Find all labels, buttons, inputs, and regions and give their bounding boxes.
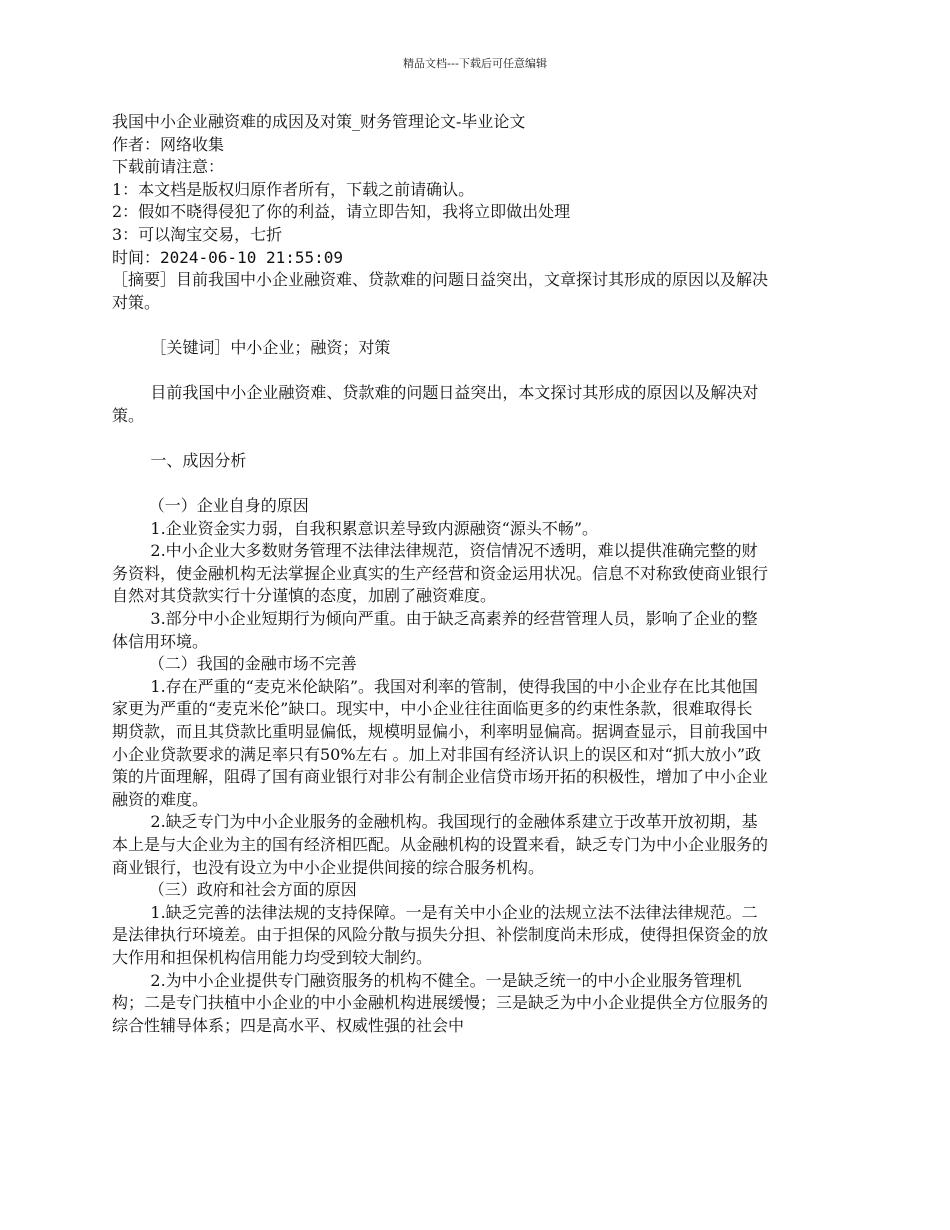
page-header: 精品文档---下载后可任意编辑 bbox=[403, 57, 547, 70]
notice-item-1: 1：本文档是版权归原作者所有，下载之前请确认。 bbox=[112, 179, 475, 199]
document-title: 我国中小企业融资难的成因及对策_财务管理论文-毕业论文 bbox=[112, 112, 526, 131]
paragraph-2-2: 2.缺乏专门为中小企业服务的金融机构。我国现行的金融体系建立于改革开放初期，基本上是与大企业为主的国有经济相匹配。从金融机构的设置来看，缺乏专门为中小企业服务的商业银行，也没有设立为中小企业提供间接的综合服务机构。 bbox=[112, 812, 769, 877]
paragraph-3-1: 1.缺乏完善的法律法规的支持保障。一是有关中小企业的法规立法不法律法律规范。二是法律执行环境差。由于担保的风险分散与损失分担、补偿制度尚未形成，使得担保资金的放大作用和担保机构信用能力均受到较大制约。 bbox=[112, 902, 769, 967]
section-heading: 一、成因分析 bbox=[150, 450, 247, 470]
paragraph-2-1: 1.存在严重的“麦克米伦缺陷”。我国对利率的管制，使得我国的中小企业存在比其他国家更为严重的“麦克米伦”缺口。现实中，中小企业往往面临更多的约束性条款，很难取得长期贷款，而且其贷款比重明显偏低，规模明显偏小，利率明显偏高。据调查显示，目前我国中小企业贷款要求的满足率只有50%左右 。加上对非国有经济认识上的误区和对“抓大放小”政策的片面理解，阻碍了国有商业银行对非公有制企业信贷市场开拓的积极性，增加了中小企业融资的难度。 bbox=[112, 676, 769, 809]
paragraph-3-2: 2.为中小企业提供专门融资服务的机构不健全。一是缺乏统一的中小企业服务管理机构；二是专门扶植中小企业的中小金融机构进展缓慢；三是缺乏为中小企业提供全方位服务的综合性辅导体系；四是高水平、权威性强的社会中 bbox=[112, 970, 769, 1035]
subsection-heading-2: （二）我国的金融市场不完善 bbox=[148, 654, 357, 674]
notice-item-2: 2：假如不晓得侵犯了你的利益，请立即告知，我将立即做出处理 bbox=[112, 202, 571, 222]
subsection-heading-1: （一）企业自身的原因 bbox=[148, 496, 309, 516]
intro-paragraph: 目前我国中小企业融资难、贷款难的问题日益突出，本文探讨其形成的原因以及解决对策。 bbox=[112, 383, 759, 425]
author-line: 作者：网络收集 bbox=[112, 134, 225, 154]
time-line: 时间：2024-06-10 21:55:09 bbox=[112, 247, 344, 267]
document-body bbox=[112, 111, 768, 1037]
paragraph-1-2: 2.中小企业大多数财务管理不法律法律规范，资信情况不透明，难以提供准确完整的财务资料，使金融机构无法掌握企业真实的生产经营和资金运用状况。信息不对称致使商业银行自然对其贷款实行十分谨慎的态度，加剧了融资难度。 bbox=[112, 541, 769, 606]
keywords: ［关键词］中小企业；融资；对策 bbox=[150, 337, 391, 357]
paragraph-1-3: 3.部分中小企业短期行为倾向严重。由于缺乏高素养的经营管理人员，影响了企业的整体信用环境。 bbox=[112, 609, 758, 651]
notice-heading: 下载前请注意： bbox=[112, 157, 225, 177]
notice-item-3: 3：可以淘宝交易，七折 bbox=[112, 224, 283, 244]
subsection-heading-3: （三）政府和社会方面的原因 bbox=[148, 880, 357, 900]
paragraph-1-1: 1.企业资金实力弱，自我积累意识差导致内源融资“源头不畅”。 bbox=[150, 518, 599, 538]
abstract: ［摘要］目前我国中小企业融资难、贷款难的问题日益突出，文章探讨其形成的原因以及解决对策。 bbox=[112, 270, 769, 312]
